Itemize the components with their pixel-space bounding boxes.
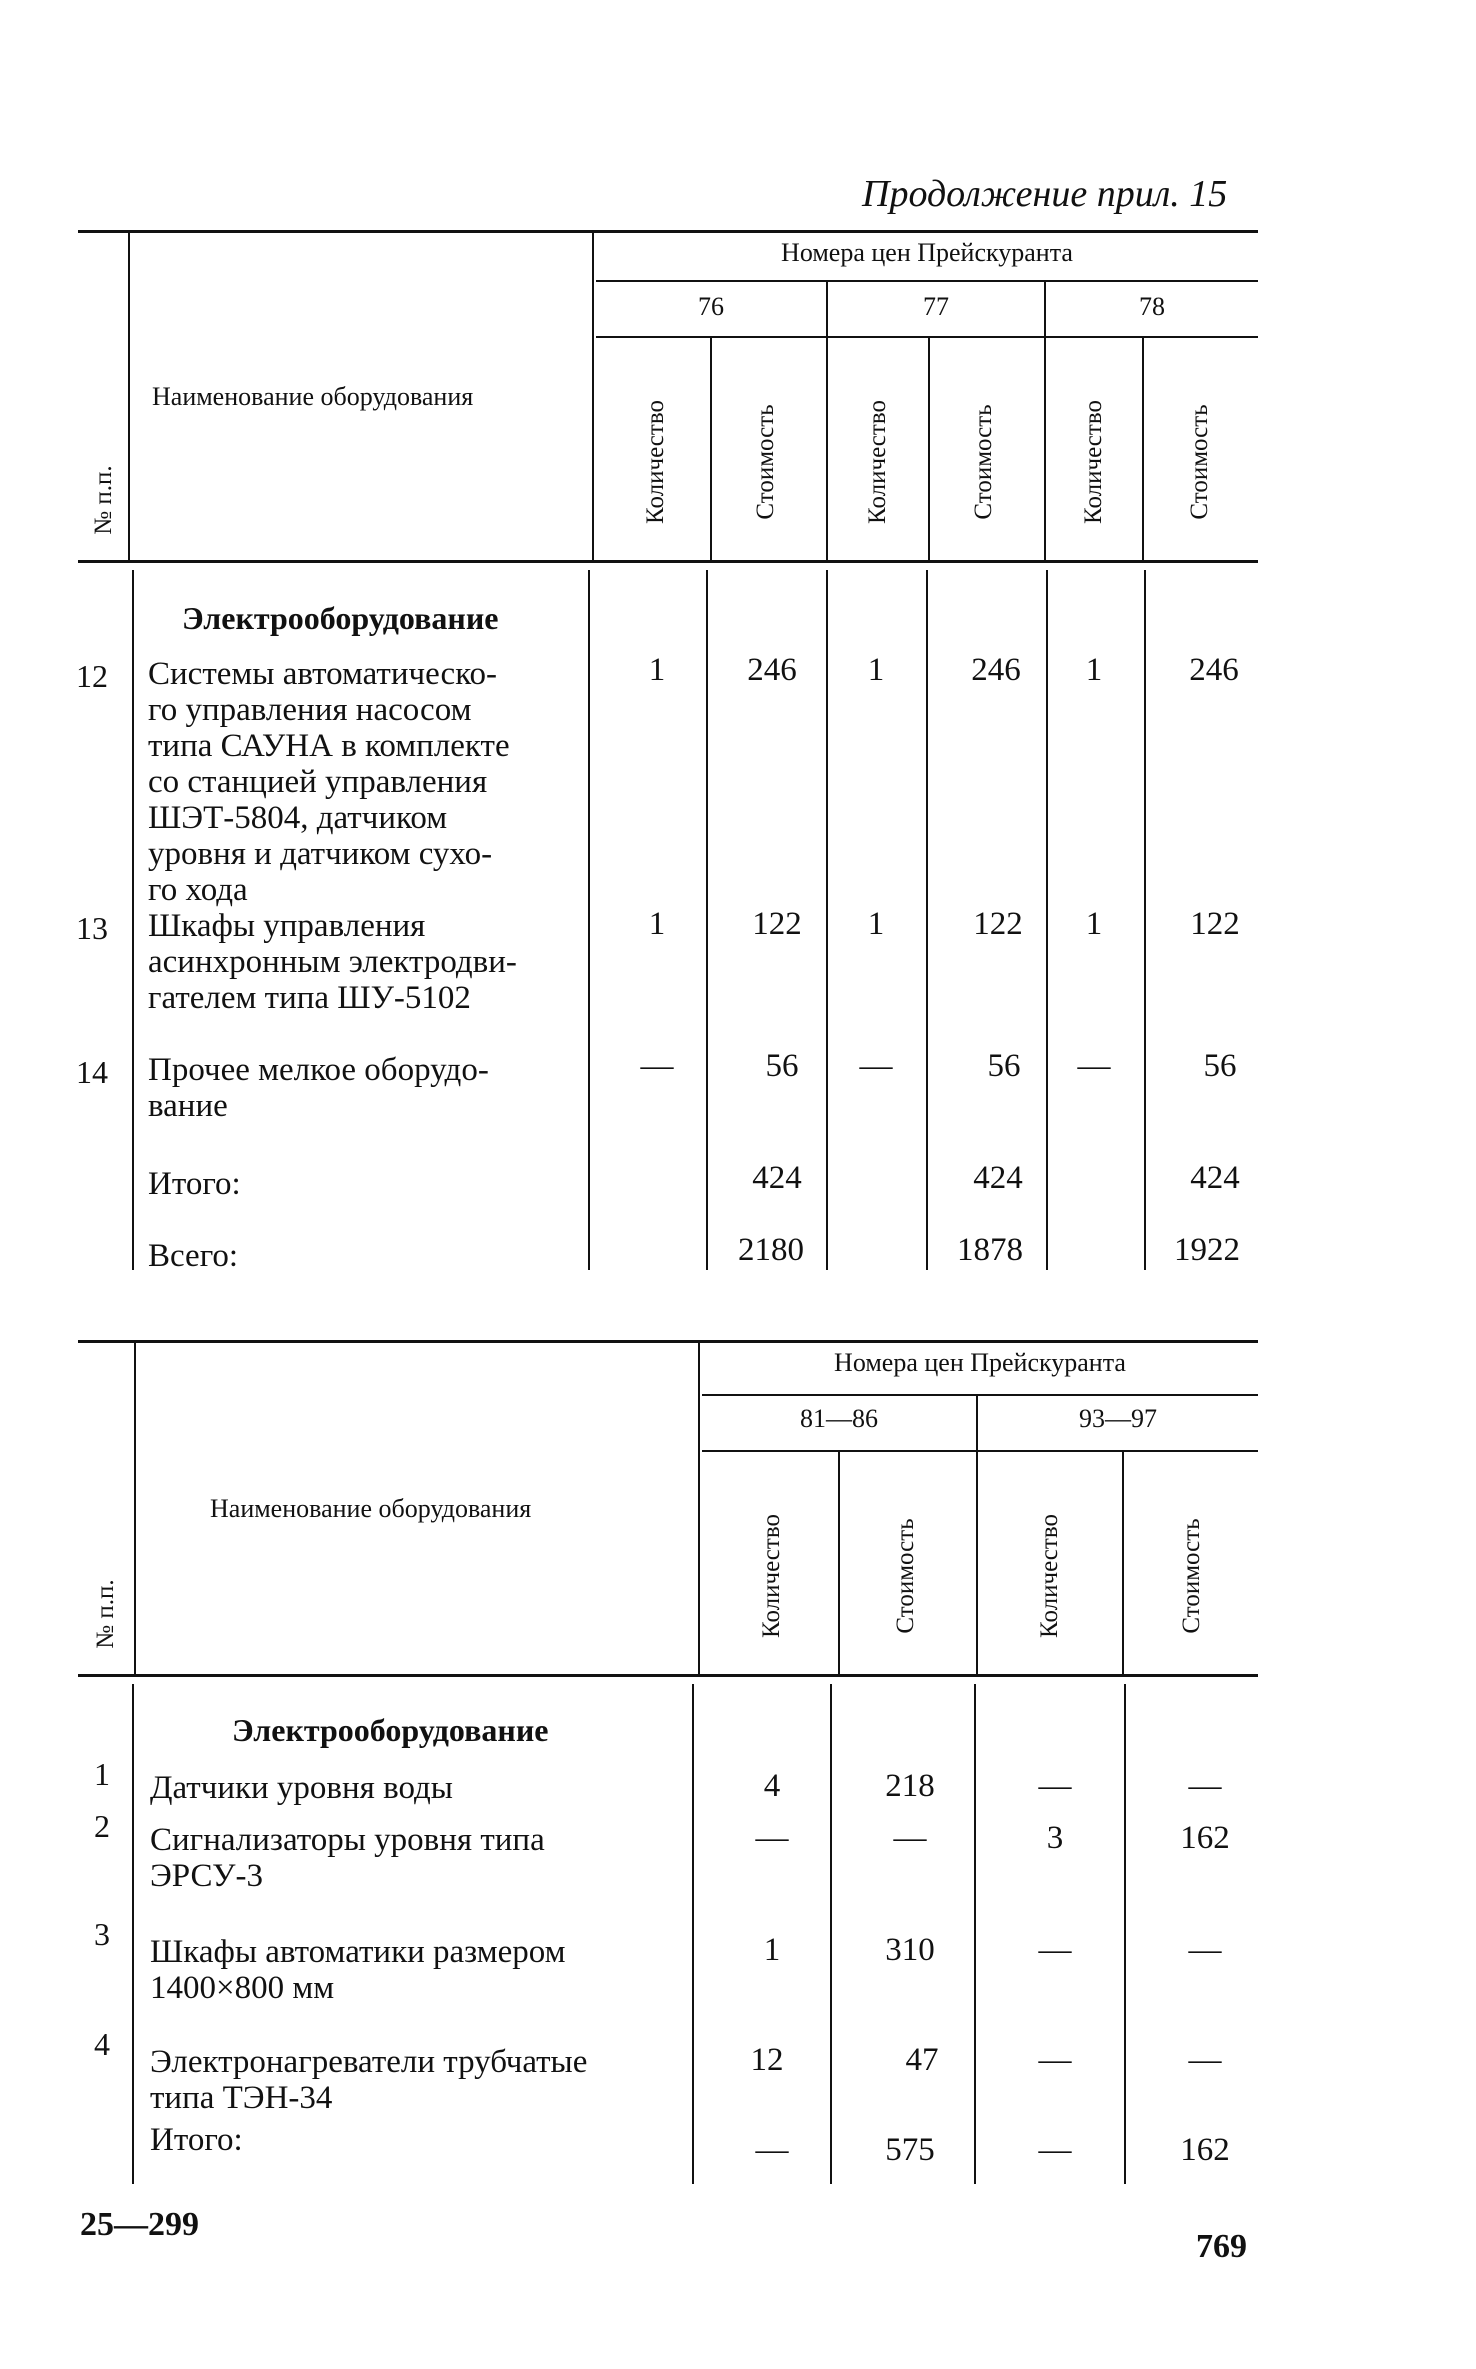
page-number: 769	[1196, 2228, 1247, 2265]
cost-header-77: Стоимость	[970, 404, 997, 520]
col-group-93-97: 93—97	[1079, 1404, 1157, 1433]
col-group-78: 78	[1139, 292, 1165, 321]
cost-header-78: Стоимость	[1186, 404, 1213, 520]
group-header: Номера цен Прейскуранта	[781, 238, 1073, 267]
col-group-81-86: 81—86	[800, 1404, 878, 1433]
col-name-header: Наименование оборудования	[152, 382, 474, 411]
cost-header-76: Стоимость	[752, 404, 779, 520]
table-2-header-rule	[78, 1674, 1258, 1677]
table-1-top-rule	[78, 230, 1258, 233]
qty-header-78: Количество	[1080, 400, 1107, 524]
col-num-header: № п.п.	[92, 1579, 119, 1649]
qty-header-76: Количество	[642, 400, 669, 524]
table-2-top-rule	[78, 1340, 1258, 1343]
signature-mark: 25—299	[80, 2206, 199, 2243]
section-title: Электрооборудование	[232, 1712, 549, 1748]
group-header: Номера цен Прейскуранта	[834, 1348, 1126, 1377]
col-name-header: Наименование оборудования	[210, 1494, 532, 1523]
cost-header-81-86: Стоимость	[892, 1518, 919, 1634]
col-num-header: № п.п.	[90, 465, 117, 535]
qty-header-81-86: Количество	[758, 1514, 785, 1638]
col-group-77: 77	[923, 292, 949, 321]
page-heading: Продолжение прил. 15	[862, 173, 1228, 215]
table-1-header-rule	[78, 560, 1258, 563]
col-group-76: 76	[698, 292, 724, 321]
cost-header-93-97: Стоимость	[1178, 1518, 1205, 1634]
qty-header-93-97: Количество	[1036, 1514, 1063, 1638]
qty-header-77: Количество	[864, 400, 891, 524]
section-title: Электрооборудование	[182, 600, 499, 636]
